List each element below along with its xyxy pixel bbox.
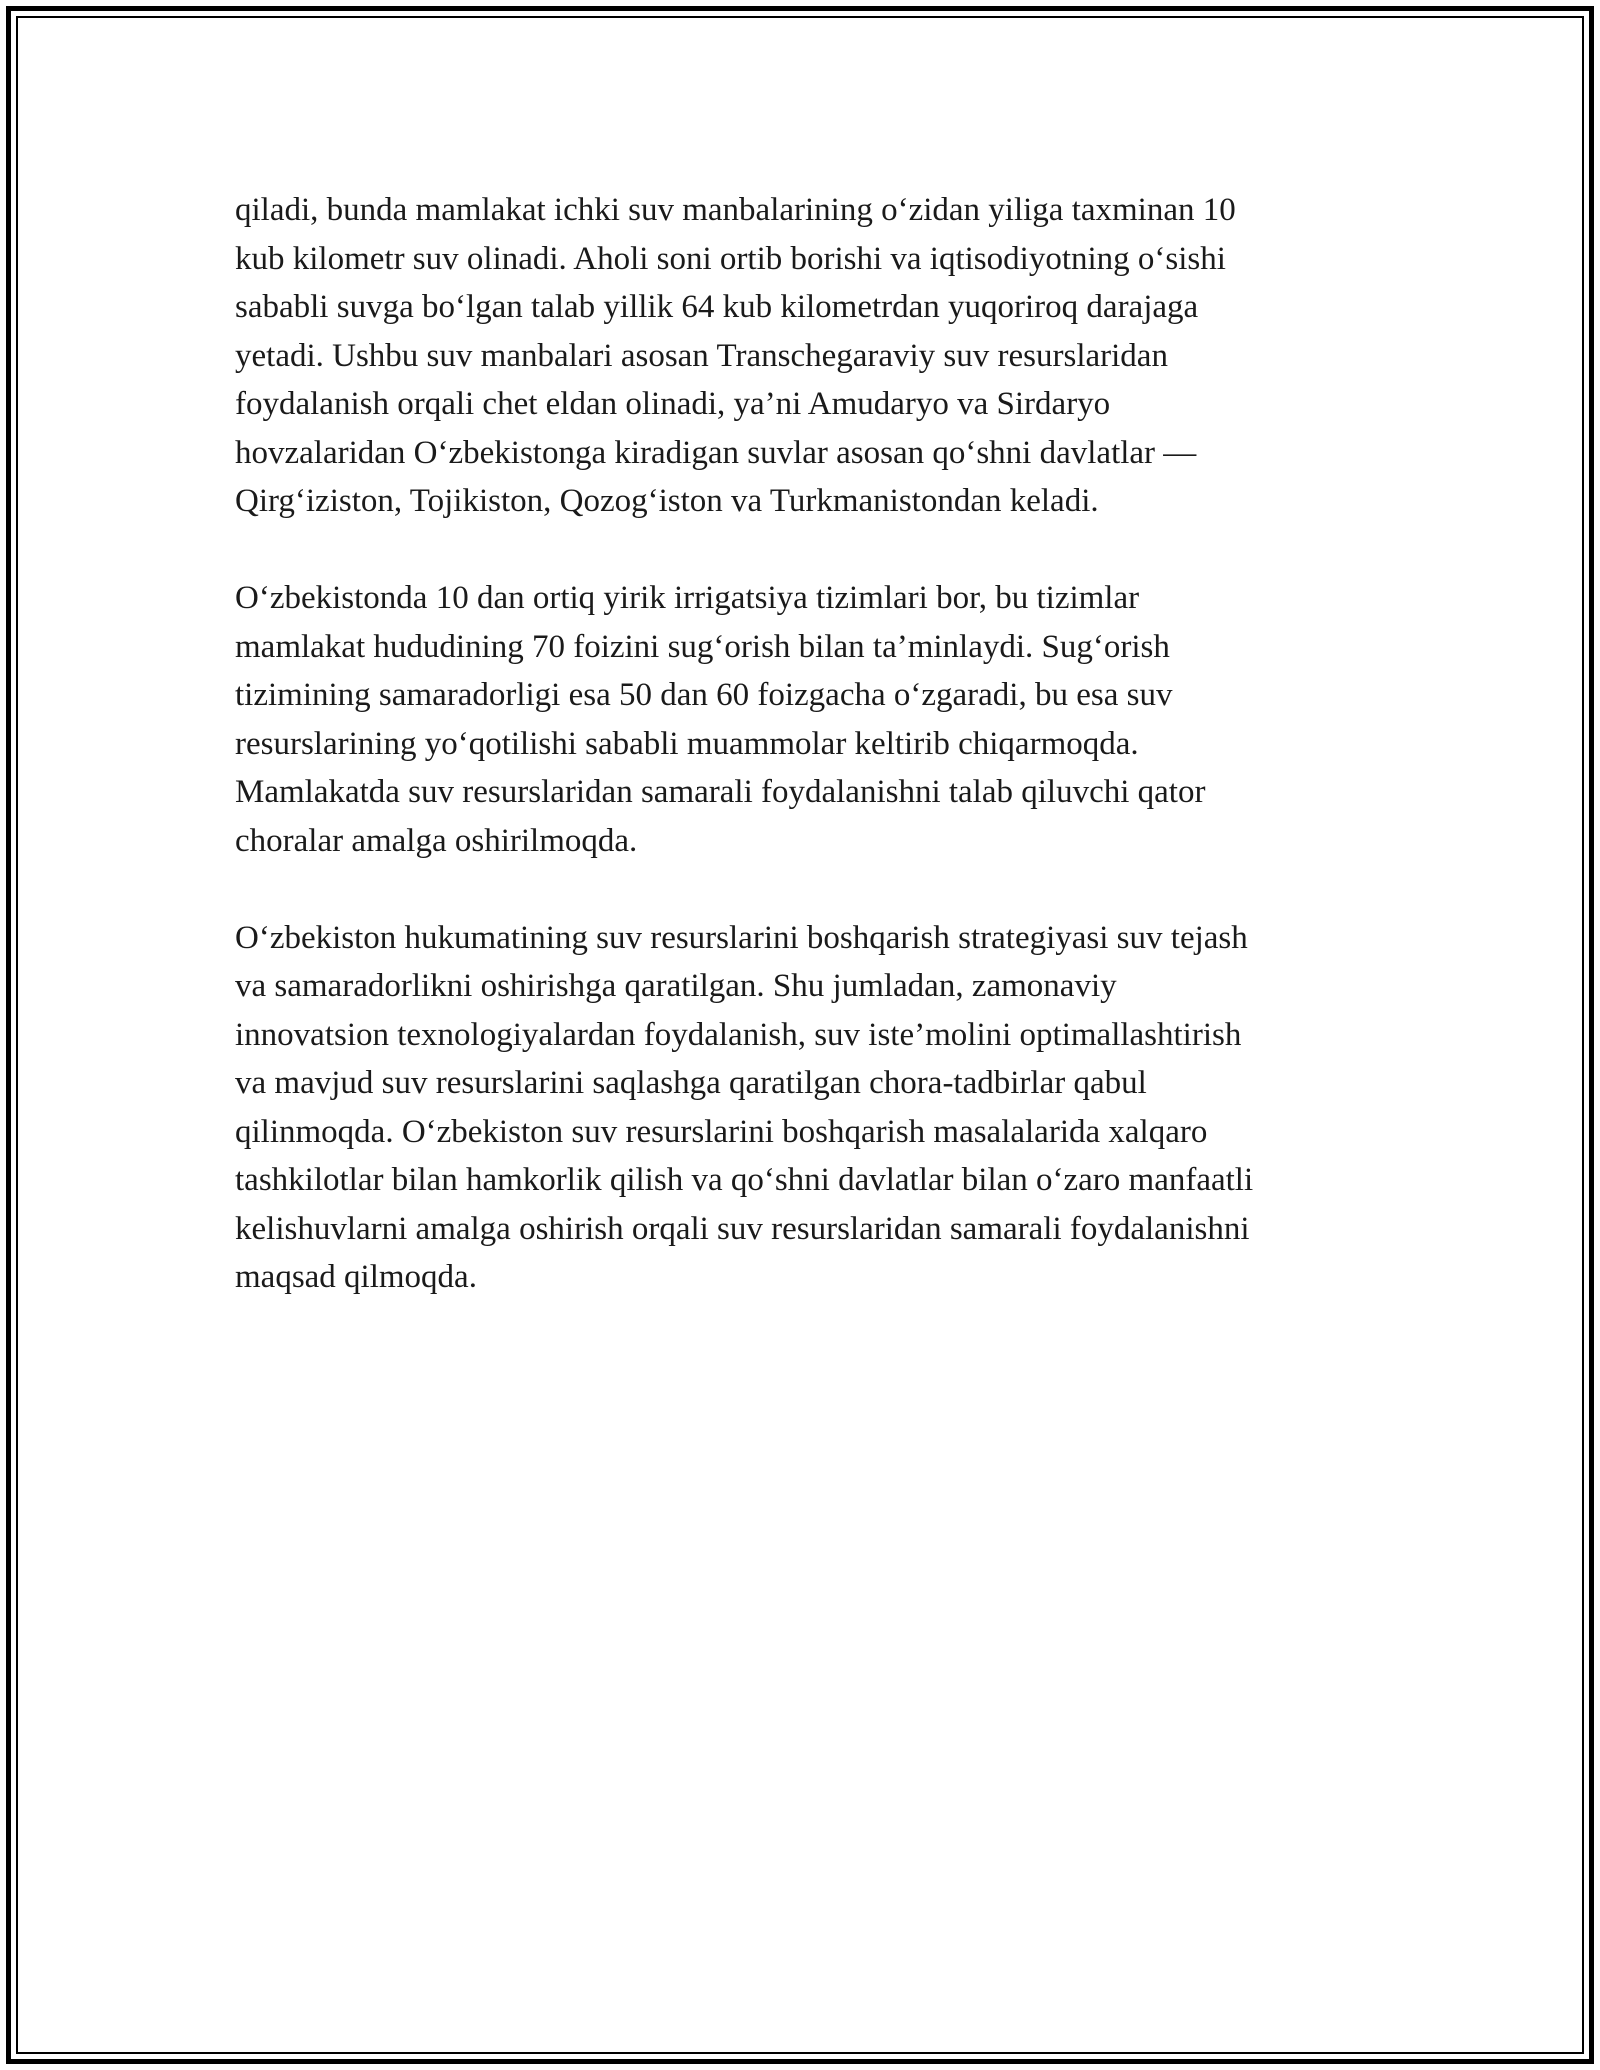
document-body <box>235 186 1375 1350</box>
paragraph-water-sources: qiladi, bunda mamlakat ichki suv manbalarining o‘zidan yiliga taxminan 10 kub kilometr suv olinadi. Aholi soni ortib borishi va iqtisodiyotning o‘sishi sababli suvga bo‘lgan talab yillik 64 kub kilometrdan yuqoriroq darajaga yetadi. Ushbu suv manbalari asosan Transchegaraviy suv resurslaridan foydalanish orqali chet eldan olinadi, ya’ni Amudaryo va Sirdaryo hovzalaridan O‘zbekistonga kiradigan suvlar asosan qo‘shni davlatlar — Qirg‘iziston, Tojikiston, Qozog‘iston va Turkmanistondan keladi. <box>235 192 1236 519</box>
paragraph-irrigation-systems: O‘zbekistonda 10 dan ortiq yirik irrigatsiya tizimlari bor, bu tizimlar mamlakat hududining 70 foizini sug‘orish bilan ta’minlaydi. Sug‘orish tizimining samaradorligi esa 50 dan 60 foizgacha o‘zgaradi, bu esa suv resurslarining yo‘qotilishi sababli muammolar keltirib chiqarmoqda. Mamlakatda suv resurslaridan samarali foydalanishni talab qiluvchi qator choralar amalga oshirilmoqda. <box>235 580 1206 859</box>
paragraph-management-strategy: O‘zbekiston hukumatining suv resurslarini boshqarish strategiyasi suv tejash va samaradorlikni oshirishga qaratilgan. Shu jumladan, zamonaviy innovatsion texnologiyalardan foydalanish, suv iste’molini optimallashtirish va mavjud suv resurslarini saqlashga qaratilgan chora-tadbirlar qabul qilinmoqda. O‘zbekiston suv resurslarini boshqarish masalalarida xalqaro tashkilotlar bilan hamkorlik qilish va qo‘shni davlatlar bilan o‘zaro manfaatli kelishuvlarni amalga oshirish orqali suv resurslaridan samarali foydalanishni maqsad qilmoqda. <box>235 919 1254 1295</box>
